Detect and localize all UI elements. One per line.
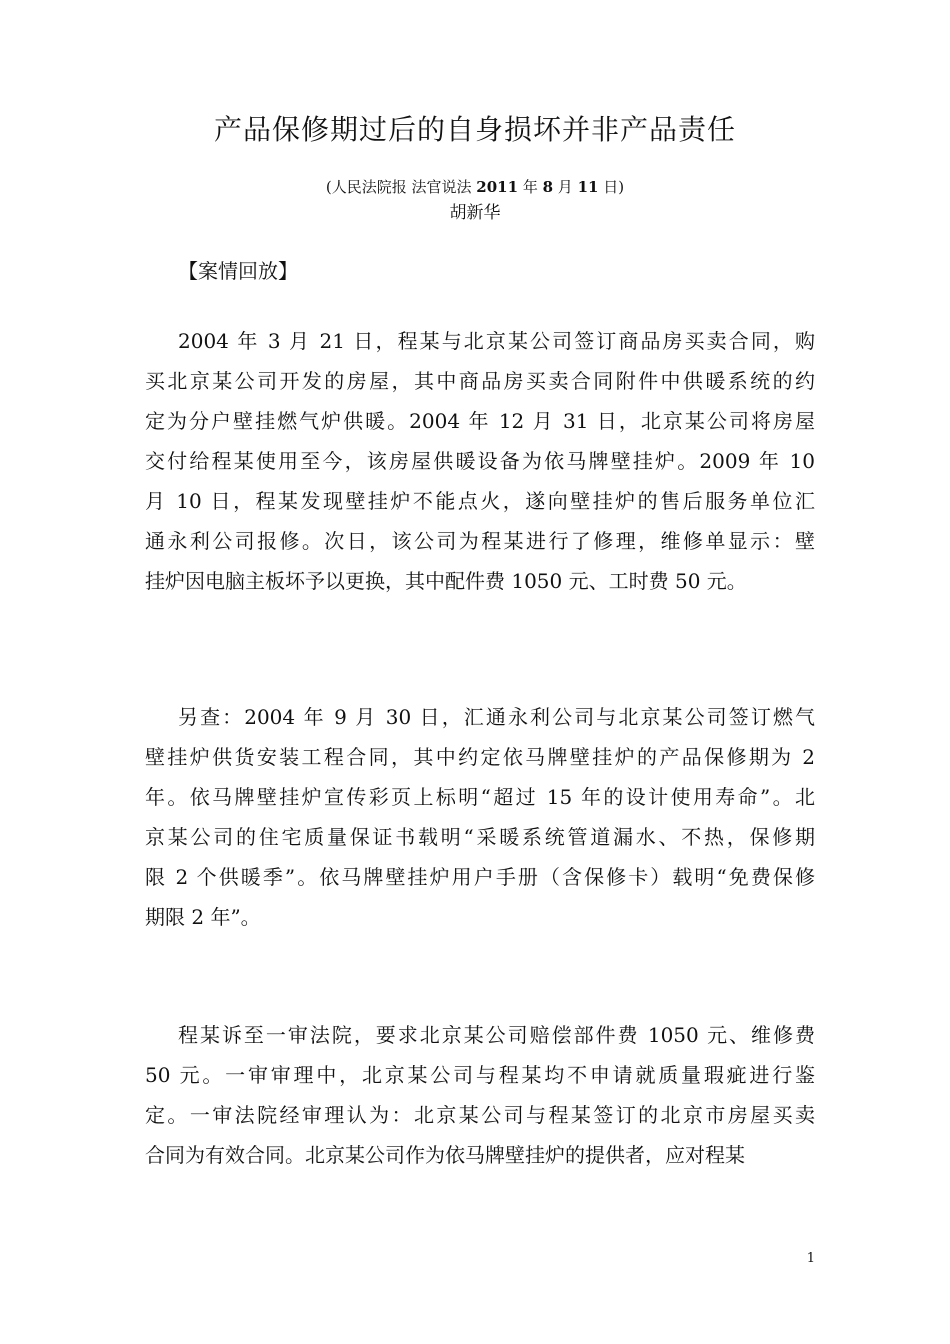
source-year: 2011 bbox=[476, 178, 519, 196]
paragraph-line: 定。一审法院经审理认为：北京某公司与程某签订的北京市房屋买卖 bbox=[145, 1103, 815, 1127]
paragraph-line: 通永利公司报修。次日，该公司为程某进行了修理，维修单显示：壁 bbox=[145, 529, 815, 553]
paragraph-line: 期限 2 年”。 bbox=[145, 905, 261, 929]
source-month-unit: 月 bbox=[553, 178, 578, 196]
source-day: 11 bbox=[577, 178, 599, 196]
paragraph-additional-findings bbox=[145, 697, 815, 937]
paragraph-line: 另查：2004 年 9 月 30 日，汇通永利公司与北京某公司签订燃气 bbox=[178, 705, 815, 729]
paragraph-case-facts bbox=[145, 321, 815, 601]
author-name: 胡新华 bbox=[449, 203, 501, 223]
paragraph-line: 年。依马牌壁挂炉宣传彩页上标明“超过 15 年的设计使用寿命”。北 bbox=[145, 785, 815, 809]
paragraph-line: 交付给程某使用至今，该房屋供暖设备为依马牌壁挂炉。2009 年 10 bbox=[145, 449, 815, 473]
section-heading: 【案情回放】 bbox=[178, 259, 298, 283]
paragraph-line: 挂炉因电脑主板坏予以更换，其中配件费 1050 元、工时费 50 元。 bbox=[145, 569, 747, 593]
paragraph-line: 合同为有效合同。北京某公司作为依马牌壁挂炉的提供者，应对程某 bbox=[145, 1143, 745, 1167]
paragraph-line: 京某公司的住宅质量保证书载明“采暖系统管道漏水、不热，保修期 bbox=[145, 825, 815, 849]
paragraph-first-instance bbox=[145, 1015, 815, 1175]
paragraph-line: 定为分户壁挂燃气炉供暖。2004 年 12 月 31 日，北京某公司将房屋 bbox=[145, 409, 815, 433]
paragraph-line: 买北京某公司开发的房屋，其中商品房买卖合同附件中供暖系统的约 bbox=[145, 369, 815, 393]
page-number: 1 bbox=[806, 1251, 815, 1266]
paragraph-line: 50 元。一审审理中，北京某公司与程某均不申请就质量瑕疵进行鉴 bbox=[145, 1063, 815, 1087]
source-prefix: (人民法院报 法官说法 bbox=[325, 178, 477, 196]
source-month: 8 bbox=[542, 178, 554, 196]
paragraph-line: 壁挂炉供货安装工程合同，其中约定依马牌壁挂炉的产品保修期为 2 bbox=[145, 745, 815, 769]
paragraph-line: 2004 年 3 月 21 日，程某与北京某公司签订商品房买卖合同，购 bbox=[178, 329, 815, 353]
document-title: 产品保修期过后的自身损坏并非产品责任 bbox=[213, 113, 736, 146]
source-year-unit: 年 bbox=[518, 178, 543, 196]
paragraph-line: 限 2 个供暖季”。依马牌壁挂炉用户手册（含保修卡）载明“免费保修 bbox=[145, 865, 815, 889]
source-line bbox=[0, 176, 950, 198]
source-suffix: 日) bbox=[598, 178, 625, 196]
paragraph-line: 月 10 日，程某发现壁挂炉不能点火，遂向壁挂炉的售后服务单位汇 bbox=[145, 489, 815, 513]
paragraph-line: 程某诉至一审法院，要求北京某公司赔偿部件费 1050 元、维修费 bbox=[178, 1023, 815, 1047]
